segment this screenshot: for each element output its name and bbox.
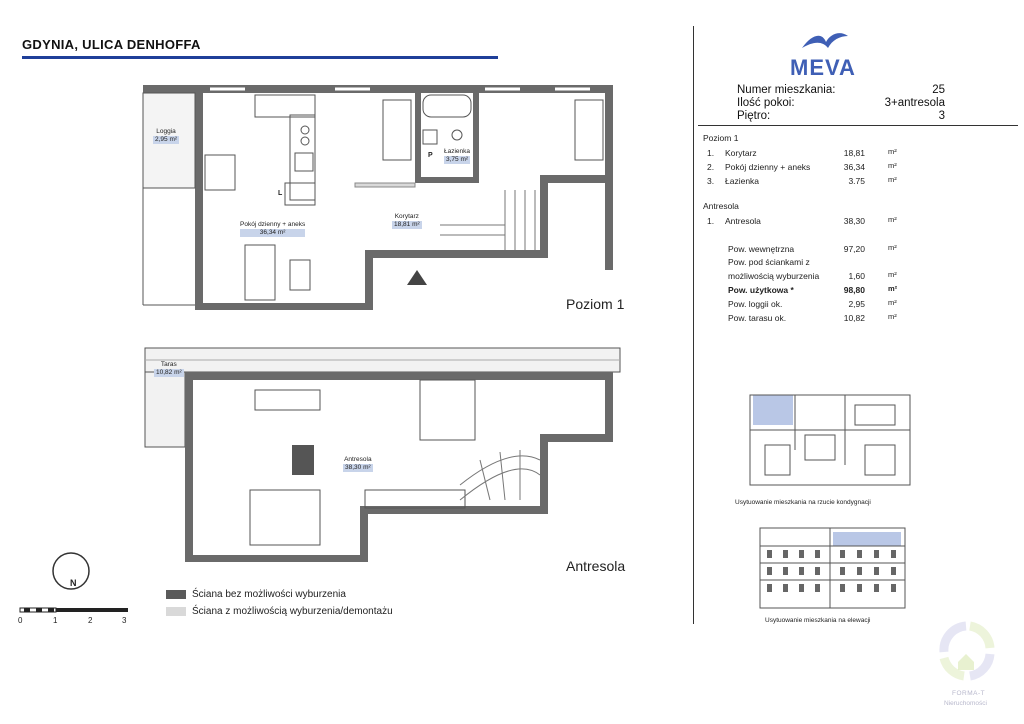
brand-logo: MEVA <box>790 55 856 80</box>
room-unit: m² <box>888 175 897 184</box>
room-num: 3. <box>707 176 715 186</box>
scale-tick: 1 <box>53 616 58 625</box>
compass-letter: N <box>70 578 77 588</box>
summary-unit: m² <box>888 312 897 321</box>
summary-label: Pow. wewnętrzna <box>728 244 795 254</box>
meva-bird-icon <box>800 28 850 54</box>
room-label-antresola: Antresola 38,30 m² <box>344 456 372 471</box>
summary-area: 97,20 <box>843 244 865 254</box>
room-label-pokoj: Pokój dzienny + aneks 36,34 m² <box>240 221 306 236</box>
room-num: 1. <box>707 148 715 158</box>
plan-label-antresola: Antresola <box>566 558 626 574</box>
info-label-number: Numer mieszkania: <box>737 84 836 96</box>
room-unit: m² <box>888 147 897 156</box>
summary-unit: m² <box>888 243 897 252</box>
room-num: 1. <box>707 216 715 226</box>
page-title: GDYNIA, ULICA DENHOFFA <box>22 37 201 52</box>
watermark-logo-icon <box>930 612 1002 692</box>
elevation-thumbnail <box>745 518 915 613</box>
legend-swatch-solid <box>166 590 186 599</box>
summary-area: 1,60 <box>848 271 865 281</box>
header-underline <box>22 56 498 59</box>
legend-text-solid: Ściana bez możliwości wyburzenia <box>192 589 346 600</box>
floor-location-thumbnail <box>745 390 915 490</box>
caption-floor-location: Usytuowanie mieszkania na rzucie kondygnacji <box>735 499 871 506</box>
summary-label: Pow. pod ściankami z <box>728 257 810 267</box>
summary-area: 10,82 <box>843 313 865 323</box>
room-name: Korytarz <box>725 148 757 158</box>
summary-label: Pow. loggii ok. <box>728 299 783 309</box>
room-area: 38,30 <box>843 216 865 226</box>
scale-tick: 3 <box>122 616 127 625</box>
info-label-floor: Piętro: <box>737 110 771 122</box>
summary-unit: m² <box>888 270 897 279</box>
scale-tick: 2 <box>88 616 93 625</box>
summary-label: możliwością wyburzenia <box>728 271 820 281</box>
info-value-number: 25 <box>932 84 945 96</box>
summary-unit: m² <box>888 298 897 307</box>
room-area: 36,34 <box>843 162 865 172</box>
l-marker: L <box>278 190 283 197</box>
room-label-taras: Taras 10,82 m² <box>156 361 182 376</box>
room-area: 3.75 <box>848 176 865 186</box>
room-num: 2. <box>707 162 715 172</box>
section-title-poziom1: Poziom 1 <box>703 133 739 143</box>
panel-divider <box>693 26 694 624</box>
info-separator <box>698 125 1018 126</box>
room-name: Antresola <box>725 216 761 226</box>
summary-label-usable: Pow. użytkowa * <box>728 285 794 295</box>
room-unit: m² <box>888 161 897 170</box>
scale-tick: 0 <box>18 616 23 625</box>
caption-elevation: Usytuowanie mieszkania na elewacji <box>765 617 871 624</box>
room-label-loggia: Loggia 2,95 m² <box>155 128 178 143</box>
room-label-korytarz: Korytarz 18,81 m² <box>394 213 420 228</box>
summary-area-usable: 98,80 <box>843 285 865 295</box>
floor-plan-poziom1 <box>135 75 635 315</box>
summary-area: 2,95 <box>848 299 865 309</box>
room-name: Łazienka <box>725 176 760 186</box>
room-name: Pokój dzienny + aneks <box>725 162 811 172</box>
legend-text-light: Ściana z możliwością wyburzenia/demontażu <box>192 606 393 617</box>
floor-plan-antresola <box>140 340 630 575</box>
watermark-line2: Nieruchomości <box>944 700 987 707</box>
summary-label: Pow. tarasu ok. <box>728 313 787 323</box>
p-marker: P <box>428 152 433 159</box>
section-title-antresola: Antresola <box>703 201 739 211</box>
watermark-line1: FORMA-T <box>952 690 986 697</box>
plan-label-poziom1: Poziom 1 <box>566 296 625 312</box>
scale-bar <box>18 605 130 615</box>
legend-swatch-light <box>166 607 186 616</box>
room-label-lazienka: Łazienka 3,75 m² <box>444 148 471 163</box>
info-label-rooms: Ilość pokoi: <box>737 97 795 109</box>
summary-unit-usable: m² <box>888 284 898 293</box>
room-area: 18,81 <box>843 148 865 158</box>
info-value-rooms: 3+antresola <box>884 97 945 109</box>
room-unit: m² <box>888 215 897 224</box>
info-value-floor: 3 <box>938 110 945 122</box>
